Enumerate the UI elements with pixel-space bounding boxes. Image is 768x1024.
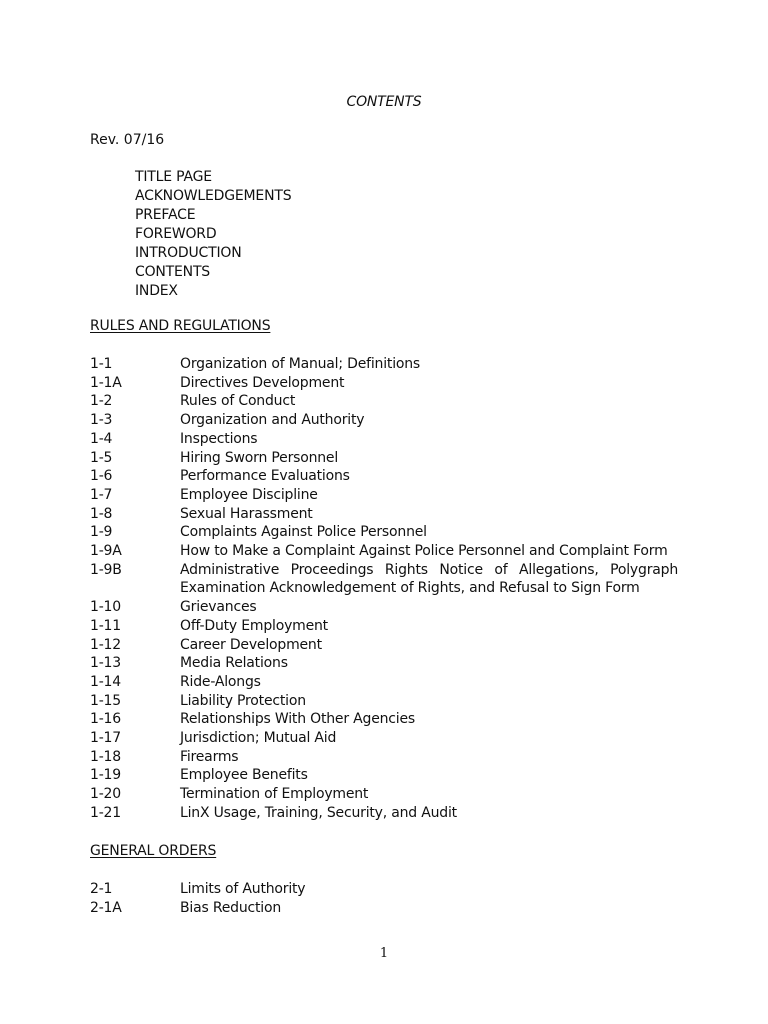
entry-title: Termination of Employment [180, 786, 369, 803]
entry-title: Organization of Manual; Definitions [180, 356, 421, 372]
toc-entry [90, 523, 678, 542]
entry-number: 1-9A [90, 543, 122, 560]
revision-label: Rev. 07/16 [90, 132, 165, 148]
entry-title: LinX Usage, Training, Security, and Audit [180, 804, 457, 821]
toc-entry [90, 355, 678, 374]
entry-title: Career Development [180, 636, 322, 653]
front-matter-item: CONTENTS [135, 264, 210, 280]
section-heading-rules: RULES AND REGULATIONS [90, 318, 271, 334]
entry-title: Inspections [180, 430, 258, 447]
entry-title: Off-Duty Employment [180, 617, 328, 634]
toc-entry [90, 505, 678, 524]
toc-entry [90, 561, 678, 598]
entry-title: Grievances [180, 599, 257, 616]
toc-entry [90, 729, 678, 748]
toc-entry [90, 411, 678, 430]
entry-number: 1-19 [90, 767, 121, 784]
front-matter-item: PREFACE [135, 207, 196, 223]
entry-title: Complaints Against Police Personnel [180, 524, 427, 541]
entry-title: Administrative Proceedings Rights Notice of Allegations, Polygraph Examination Acknowledgement of Rights, and Refusal to Sign Form [180, 561, 678, 597]
entry-number: 1-14 [90, 673, 121, 690]
toc-entry [90, 449, 678, 468]
entry-number: 2-1A [90, 899, 122, 916]
toc-entry [90, 392, 678, 411]
front-matter-item: FOREWORD [135, 226, 217, 242]
toc-entry [90, 673, 678, 692]
entry-title: Sexual Harassment [180, 505, 313, 522]
toc-entry [90, 785, 678, 804]
entry-number: 1-11 [90, 617, 121, 634]
entry-number: 1-10 [90, 599, 121, 616]
general-orders-entries [90, 880, 678, 917]
entry-title: Rules of Conduct [180, 393, 296, 410]
entry-title: Performance Evaluations [180, 468, 350, 485]
entry-title: Organization and Authority [180, 412, 365, 429]
front-matter-item: INDEX [135, 283, 178, 299]
entry-number: 1-3 [90, 412, 113, 429]
entry-number: 1-15 [90, 692, 121, 709]
toc-entry [90, 636, 678, 655]
toc-entry [90, 542, 678, 561]
entry-number: 1-8 [90, 505, 113, 522]
entry-number: 1-1A [90, 374, 122, 391]
toc-entry [90, 766, 678, 785]
toc-entry [90, 467, 678, 486]
toc-entry [90, 692, 678, 711]
toc-entry [90, 374, 678, 393]
entry-number: 2-1 [90, 881, 113, 897]
entry-number: 1-9 [90, 524, 113, 541]
entry-number: 1-16 [90, 711, 121, 728]
entry-number: 1-18 [90, 748, 121, 765]
entry-title: Directives Development [180, 374, 345, 391]
entry-number: 1-9B [90, 561, 122, 578]
entry-number: 1-4 [90, 430, 113, 447]
entry-number: 1-17 [90, 730, 121, 747]
entry-title: How to Make a Complaint Against Police Personnel and Complaint Form [180, 543, 668, 560]
front-matter-item: ACKNOWLEDGEMENTS [135, 188, 292, 204]
page-title: CONTENTS [346, 94, 422, 110]
entry-title: Employee Discipline [180, 486, 318, 503]
entry-number: 1-5 [90, 449, 113, 466]
toc-entry [90, 617, 678, 636]
entry-number: 1-12 [90, 636, 121, 653]
toc-entry [90, 880, 678, 899]
entry-title: Firearms [180, 748, 239, 765]
toc-entry [90, 430, 678, 449]
rules-entries [90, 355, 678, 823]
entry-title: Ride-Alongs [180, 673, 261, 690]
entry-number: 1-21 [90, 804, 121, 821]
toc-entry [90, 654, 678, 673]
entry-number: 1-7 [90, 486, 113, 503]
section-heading-general-orders: GENERAL ORDERS [90, 843, 217, 859]
entry-title: Jurisdiction; Mutual Aid [180, 730, 337, 747]
entry-title: Employee Benefits [180, 767, 308, 784]
entry-number: 1-1 [90, 356, 113, 372]
toc-entry [90, 486, 678, 505]
front-matter-item: TITLE PAGE [135, 169, 212, 185]
entry-title: Relationships With Other Agencies [180, 711, 415, 728]
toc-entry [90, 899, 678, 918]
entry-title: Limits of Authority [180, 881, 306, 897]
entry-number: 1-13 [90, 655, 121, 672]
toc-entry [90, 598, 678, 617]
front-matter-item: INTRODUCTION [135, 245, 242, 261]
page-number: 1 [379, 946, 389, 961]
entry-title: Liability Protection [180, 692, 306, 709]
entry-title: Hiring Sworn Personnel [180, 449, 339, 466]
toc-entry [90, 710, 678, 729]
entry-title: Media Relations [180, 655, 288, 672]
entry-number: 1-6 [90, 468, 113, 485]
entry-number: 1-2 [90, 393, 113, 410]
entry-title: Bias Reduction [180, 899, 282, 916]
entry-number: 1-20 [90, 786, 121, 803]
front-matter-list [135, 168, 291, 301]
toc-entry [90, 748, 678, 767]
toc-entry [90, 804, 678, 823]
